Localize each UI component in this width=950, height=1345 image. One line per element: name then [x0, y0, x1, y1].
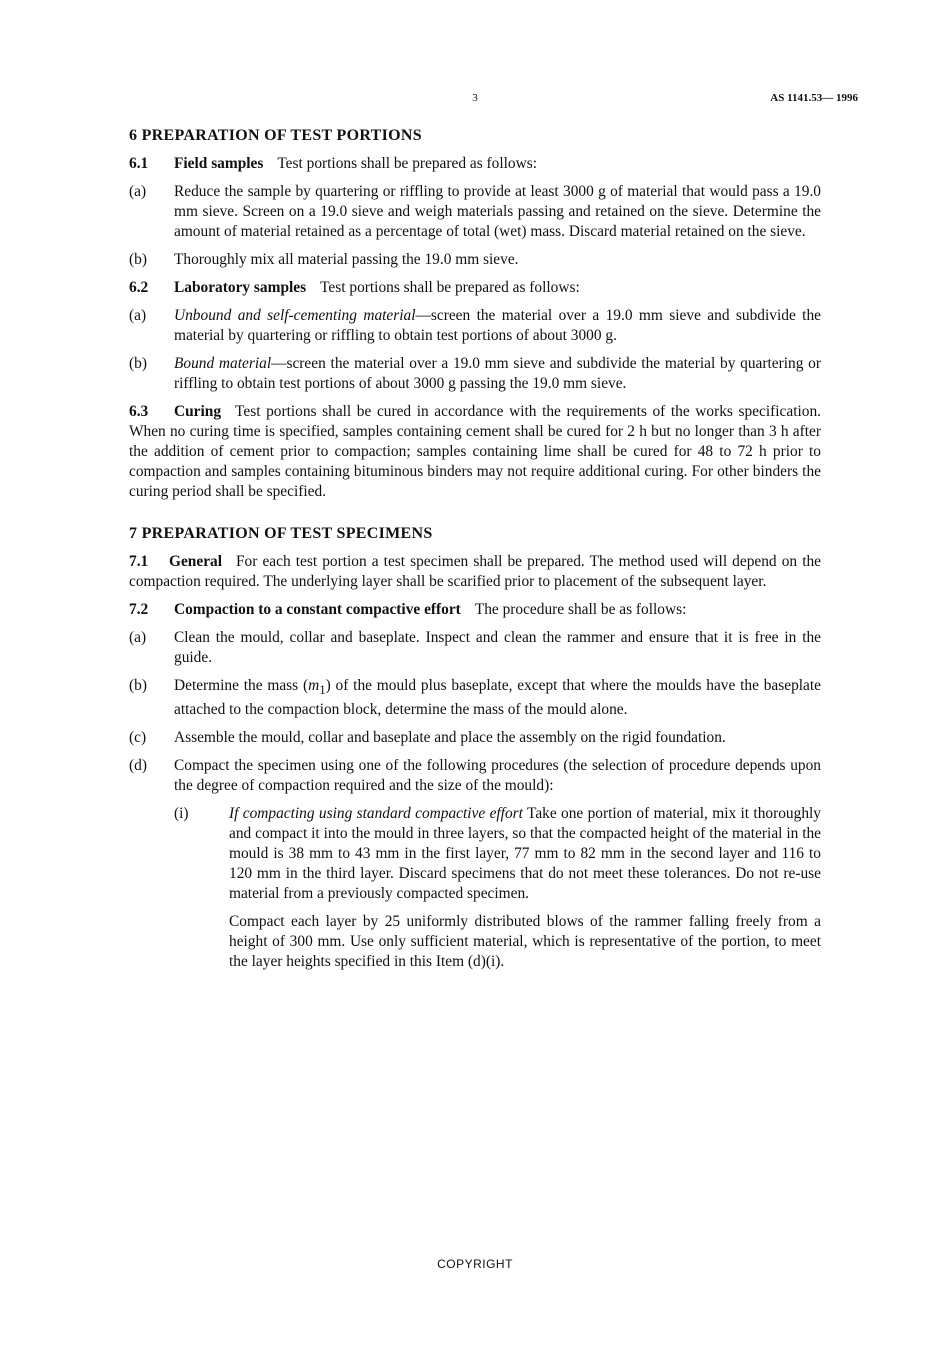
- sub-item-paragraph: Compact each layer by 25 uniformly distributed blows of the rammer falling freely from a height of 300 mm. Use only sufficient material, which is representative of the portion, to meet the layer heights specified in this Item (d)(i).: [229, 913, 821, 971]
- page-number: 3: [472, 92, 478, 104]
- item-term: Bound material: [174, 355, 272, 372]
- item-text: Assemble the mould, collar and baseplate and place the assembly on the rigid foundation.: [174, 729, 726, 747]
- list-item: [129, 250, 821, 270]
- list-item: [129, 728, 821, 748]
- clause-7-1: [129, 552, 821, 592]
- clause-text: Test portions shall be prepared as follows:: [277, 155, 538, 172]
- clause-6-1: [129, 154, 821, 174]
- clause-text: For each test portion a test specimen shall be prepared. The method used will depend on the compaction required. The underlying layer shall be scarified prior to placement of the subsequent layer.: [129, 553, 821, 590]
- item-label: (a): [129, 629, 147, 646]
- item-label: (a): [129, 307, 147, 324]
- item-text: Thoroughly mix all material passing the 19.0 mm sieve.: [174, 251, 519, 268]
- clause-number: 6.3: [129, 403, 149, 420]
- list-item: [129, 306, 821, 346]
- mass-subscript: 1: [319, 683, 326, 698]
- item-text: Reduce the sample by quartering or riffling to provide at least 3000 g of material that would pass a 19.0 mm sieve. Screen on a 19.0 sieve and weigh materials passing and retained on the sieve. Determine the amount of material retained as a percentage of total (wet) mass. Discard material retained on the sieve.: [174, 183, 821, 240]
- item-text: Compact the specimen using one of the following procedures (the selection of procedure depends upon the degree of compaction required and the size of the mould):: [174, 757, 821, 795]
- document-body: [129, 126, 821, 980]
- clause-text: Test portions shall be prepared as follows:: [320, 279, 580, 296]
- standard-number: AS 1141.53— 1996: [770, 92, 858, 104]
- sub-list-item: [174, 804, 821, 904]
- item-term: If compacting using standard compactive effort: [229, 805, 523, 823]
- item-label: (i): [174, 805, 189, 823]
- item-label: (b): [129, 677, 147, 694]
- item-label: (d): [129, 757, 147, 775]
- clause-7-2: [129, 600, 821, 620]
- list-item: [129, 756, 821, 796]
- clause-number: 6.1: [129, 155, 149, 172]
- mass-variable: m: [308, 677, 320, 694]
- clause-text: The procedure shall be as follows:: [474, 601, 687, 618]
- copyright-footer: COPYRIGHT: [437, 1257, 513, 1271]
- clause-number: 7.1: [129, 553, 149, 570]
- item-text: —screen the material over a 19.0 mm sieve and subdivide the material by quartering or riffling to obtain test portions of about 3000 g.: [174, 307, 821, 344]
- clause-text: Test portions shall be cured in accordance with the requirements of the works specification. When no curing time is specified, samples containing cement shall be cured for 2 h but no longer than 3 h after the addition of cement prior to compaction; samples containing lime shall be cured for 48 to 72 h prior to compaction and samples containing bituminous binders may not require additional curing. For other binders the curing period shall be specified.: [129, 403, 821, 500]
- clause-title: General: [169, 553, 222, 570]
- clause-title: Field samples: [174, 155, 264, 172]
- item-text: ) of the mould plus baseplate, except that where the moulds have the baseplate attached to the compaction block, determine the mass of the mould alone.: [174, 677, 821, 719]
- item-text: Clean the mould, collar and baseplate. Inspect and clean the rammer and ensure that it is free in the guide.: [174, 629, 821, 666]
- clause-title: Compaction to a constant compactive effort: [174, 601, 461, 618]
- item-term: Unbound and self-cementing material: [174, 307, 416, 324]
- clause-6-2: [129, 278, 821, 298]
- item-text: —screen the material over a 19.0 mm sieve and subdivide the material by quartering or riffling to obtain test portions of about 3000 g passing the 19.0 mm sieve.: [174, 355, 821, 392]
- item-label: (b): [129, 251, 147, 268]
- clause-title: Laboratory samples: [174, 279, 307, 296]
- clause-number: 7.2: [129, 601, 149, 618]
- list-item: [129, 182, 821, 242]
- item-text-pre: Determine the mass (: [174, 677, 309, 694]
- list-item: [129, 676, 821, 720]
- item-text: Take one portion of material, mix it thoroughly and compact it into the mould in three layers, so that the compacted height of the material in the mould is 38 mm to 43 mm in the first layer, 77 mm to 82 mm in the second layer and 116 to 120 mm in the third layer. Discard specimens that do not meet these tolerances. Do not re-use material from a previously compacted specimen.: [229, 805, 821, 903]
- item-label: (b): [129, 355, 147, 372]
- clause-number: 6.2: [129, 279, 149, 296]
- item-label: (a): [129, 183, 147, 200]
- list-item: [129, 354, 821, 394]
- section-6-title: 6 PREPARATION OF TEST PORTIONS: [129, 127, 422, 144]
- list-item: [129, 628, 821, 668]
- clause-title: Curing: [174, 403, 222, 420]
- section-7-title: 7 PREPARATION OF TEST SPECIMENS: [129, 525, 433, 542]
- item-label: (c): [129, 729, 147, 747]
- clause-6-3: [129, 402, 821, 502]
